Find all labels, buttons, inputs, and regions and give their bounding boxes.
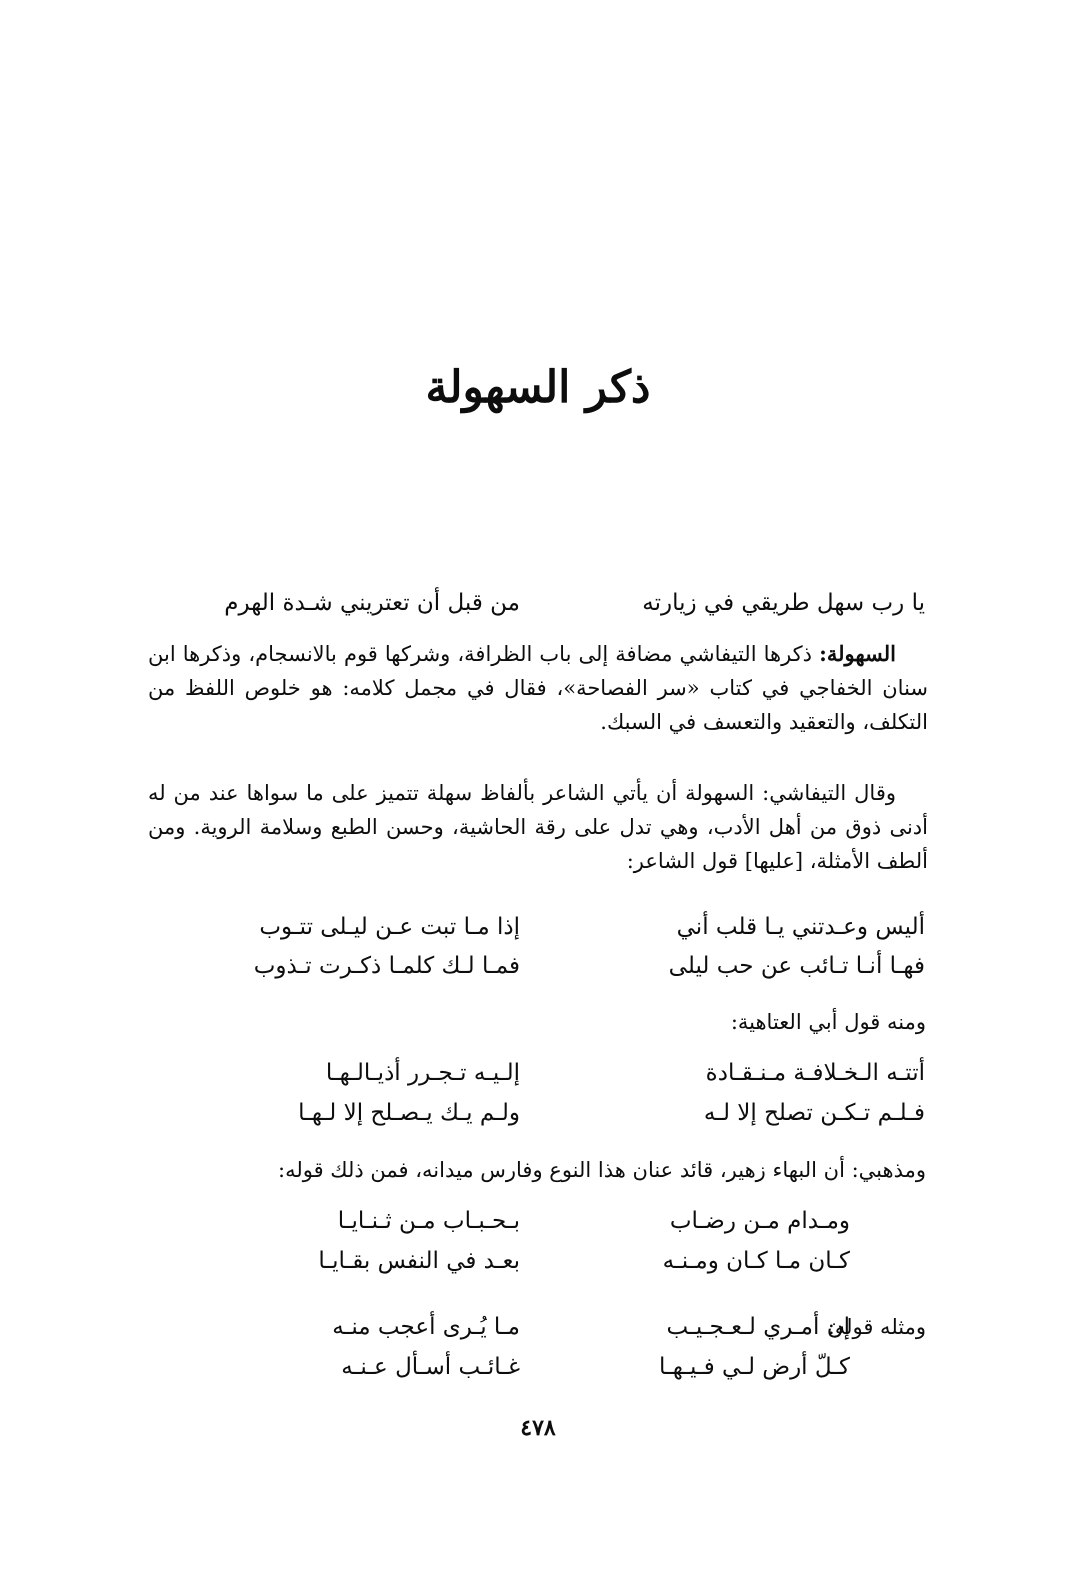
verse-first-hemistich: يا رب سهل طريقي في زيارته	[642, 590, 925, 616]
poem-4-line-2	[260, 1354, 850, 1394]
verse-first-hemistich: كـلّ أرض لـي فـيـهـا	[658, 1354, 850, 1380]
verse-second-hemistich: من قبل أن تعتريني شـدة الهرم	[224, 590, 520, 616]
verse-second-hemistich: بـحـبـاب مـن ثـنـايـا	[337, 1208, 520, 1234]
verse-second-hemistich: ولـم يـك يـصـلح إلا لـهـا	[298, 1100, 520, 1126]
verse-first-hemistich: أليس وعـدتني يـا قلب أني	[676, 914, 925, 940]
verse-second-hemistich: مـا يُـرى أعجب منـه	[332, 1314, 520, 1340]
verse-first-hemistich: فهـا أنـا تـائب عن حب ليلى	[668, 953, 925, 979]
verse-second-hemistich: فمـا لـك كلمـا ذكـرت تـذوب	[253, 953, 520, 979]
verse-first-hemistich: فـلـم تـكـن تصلح إلا لـه	[703, 1100, 925, 1126]
poem-4-line-1	[260, 1314, 850, 1354]
verse-first-hemistich: ومـدام مـن رضـاب	[669, 1208, 850, 1234]
verse-first-hemistich: كـان مـا كـان ومـنـه	[662, 1248, 850, 1274]
verse-first-hemistich: أتتـه الـخـلافـة مـنـقـادة	[705, 1060, 925, 1086]
paragraph-text: وقال التيفاشي: السهولة أن يأتي الشاعر بألفاظ سهلة تتميز على ما سواها عند من له أدنى ذوق من أهل الأدب، وهي تدل على رقة الحاشية، وحسن الطبع وسلامة الروية. ومن ألطف الأمثلة، [عليها] قول الشاعر:	[148, 781, 928, 873]
verse-second-hemistich: إلـيـه تـجـرر أذيـالـهـا	[325, 1060, 520, 1086]
page-number: ٤٧٨	[520, 1415, 556, 1441]
poem-3-line-2	[260, 1248, 850, 1288]
opening-verse	[150, 590, 925, 630]
verse-second-hemistich: بعـد في النفس بقـايـا	[318, 1248, 520, 1274]
poem-1-line-1	[150, 914, 925, 954]
poem-1-line-2	[150, 953, 925, 993]
paragraph-text: ذكرها التيفاشي مضافة إلى باب الظرافة، وشركها قوم بالانسجام، وذكرها ابن سنان الخفاجي في كتاب «سر الفصاحة»، فقال في مجمل كلامه: هو خلوص اللفظ من التكلف، والتعقيد والتعسف في السبك.	[148, 642, 928, 734]
poem-3-line-1	[260, 1208, 850, 1248]
defined-term: السهولة:	[819, 641, 896, 666]
intro-mithluhu: ومثله قوله:	[827, 1315, 926, 1339]
intro-baha-zuhayr: ومذهبي: أن البهاء زهير، قائد عنان هذا النوع وفارس ميدانه، فمن ذلك قوله:	[278, 1158, 926, 1182]
poem-2-line-1	[150, 1060, 925, 1100]
paragraph-definition	[148, 637, 928, 739]
chapter-title: ذكر السهولة	[425, 362, 651, 413]
intro-abu-al-atahiya: ومنه قول أبي العتاهية:	[730, 1010, 926, 1034]
verse-second-hemistich: غـائـب أسـأل عـنـه	[341, 1354, 520, 1380]
verse-second-hemistich: إذا مـا تبت عـن ليـلى تتـوب	[259, 914, 520, 940]
poem-2-line-2	[150, 1100, 925, 1140]
paragraph-tifashi	[148, 776, 928, 878]
verse-first-hemistich: إن أمـري لـعـجـيـب	[666, 1314, 850, 1340]
